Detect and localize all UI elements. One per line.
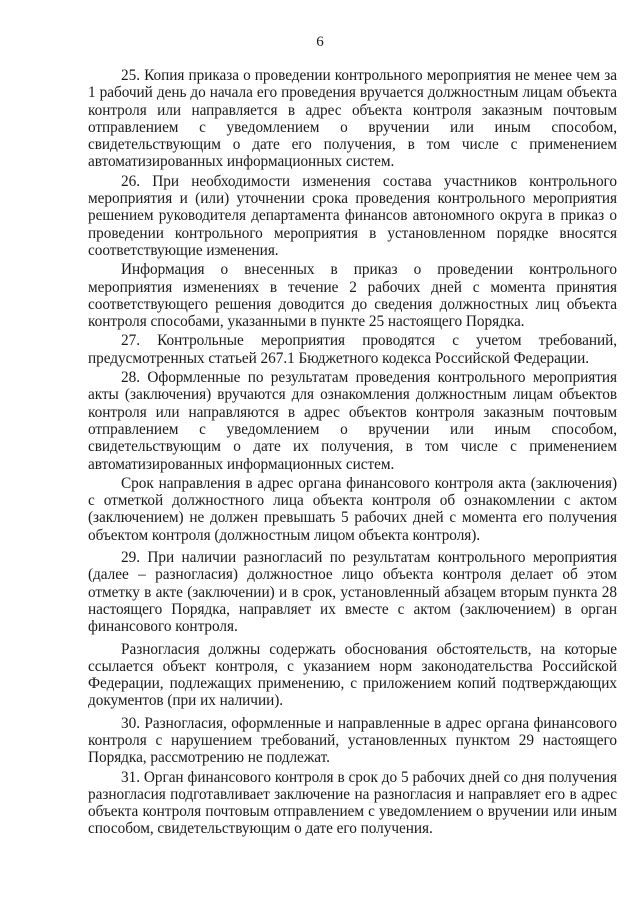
paragraph-26: 26. При необходимости изменения состава участников контрольного мероприятия и (или) уточнении срока проведения контрольного мероприятия решением руководителя департамента финансов автономного округа в приказ о проведении контрольного мероприятия в установленном порядке вносятся соответствующие изменения. bbox=[88, 172, 617, 259]
paragraph-31: 31. Орган финансового контроля в срок до 5 рабочих дней со дня получения разногласия подготавливает заключение на разногласия и направляет его в адрес объекта контроля почтовым отправлением с уведомлением о вручении или иным способом, свидетельствующим о дате его получения. bbox=[88, 768, 617, 838]
paragraph-28-term: Срок направления в адрес органа финансового контроля акта (заключения) с отметкой должностного лица объекта контроля об ознакомлении с актом (заключением) не должен превышать 5 рабочих дней с момента его получения объектом контроля (должностным лицом объекта контроля). bbox=[88, 474, 617, 544]
paragraph-26-info: Информация о внесенных в приказ о проведении контрольного мероприятия изменениях в течение 2 рабочих дней с момента принятия соответствующего решения доводится до сведения должностных лиц объекта контроля способами, указанными в пункте 25 настоящего Порядка. bbox=[88, 261, 617, 331]
paragraph-30: 30. Разногласия, оформленные и направленные в адрес органа финансового контроля с нарушением требований, установленных пунктом 29 настоящего Порядка, рассмотрению не подлежат. bbox=[88, 714, 617, 767]
paragraph-28: 28. Оформленные по результатам проведения контрольного мероприятия акты (заключения) вручаются для ознакомления должностным лицам объектов контроля или направляются в адрес объектов контроля заказным почтовым отправлением с уведомлением о вручении или иным способом, свидетельствующим о дате их получения, в том числе с применением автоматизированных информационных систем. bbox=[88, 369, 617, 473]
page-number: 6 bbox=[316, 34, 324, 50]
document-body bbox=[88, 67, 617, 840]
paragraph-29-disagreements: Разногласия должны содержать обоснования обстоятельств, на которые ссылается объект контроля, с указанием норм законодательства Российской Федерации, подлежащих применению, с приложением копий подтверждающих документов (при их наличии). bbox=[88, 640, 617, 710]
paragraph-27: 27. Контрольные мероприятия проводятся с учетом требований, предусмотренных статьей 267.1 Бюджетного кодекса Российской Федерации. bbox=[88, 332, 617, 367]
paragraph-25: 25. Копия приказа о проведении контрольного мероприятия не менее чем за 1 рабочий день до начала его проведения вручается должностным лицам объекта контроля или направляется в адрес объекта контроля заказным почтовым отправлением с уведомлением о вручении или иным способом, свидетельствующим о дате его получения, в том числе с применением автоматизированных информационных систем. bbox=[88, 67, 617, 171]
paragraph-29: 29. При наличии разногласий по результатам контрольного мероприятия (далее – разногласия) должностное лицо объекта контроля делает об этом отметку в акте (заключении) и в срок, установленный абзацем вторым пункта 28 настоящего Порядка, направляет их вместе с актом (заключением) в орган финансового контроля. bbox=[88, 549, 617, 636]
